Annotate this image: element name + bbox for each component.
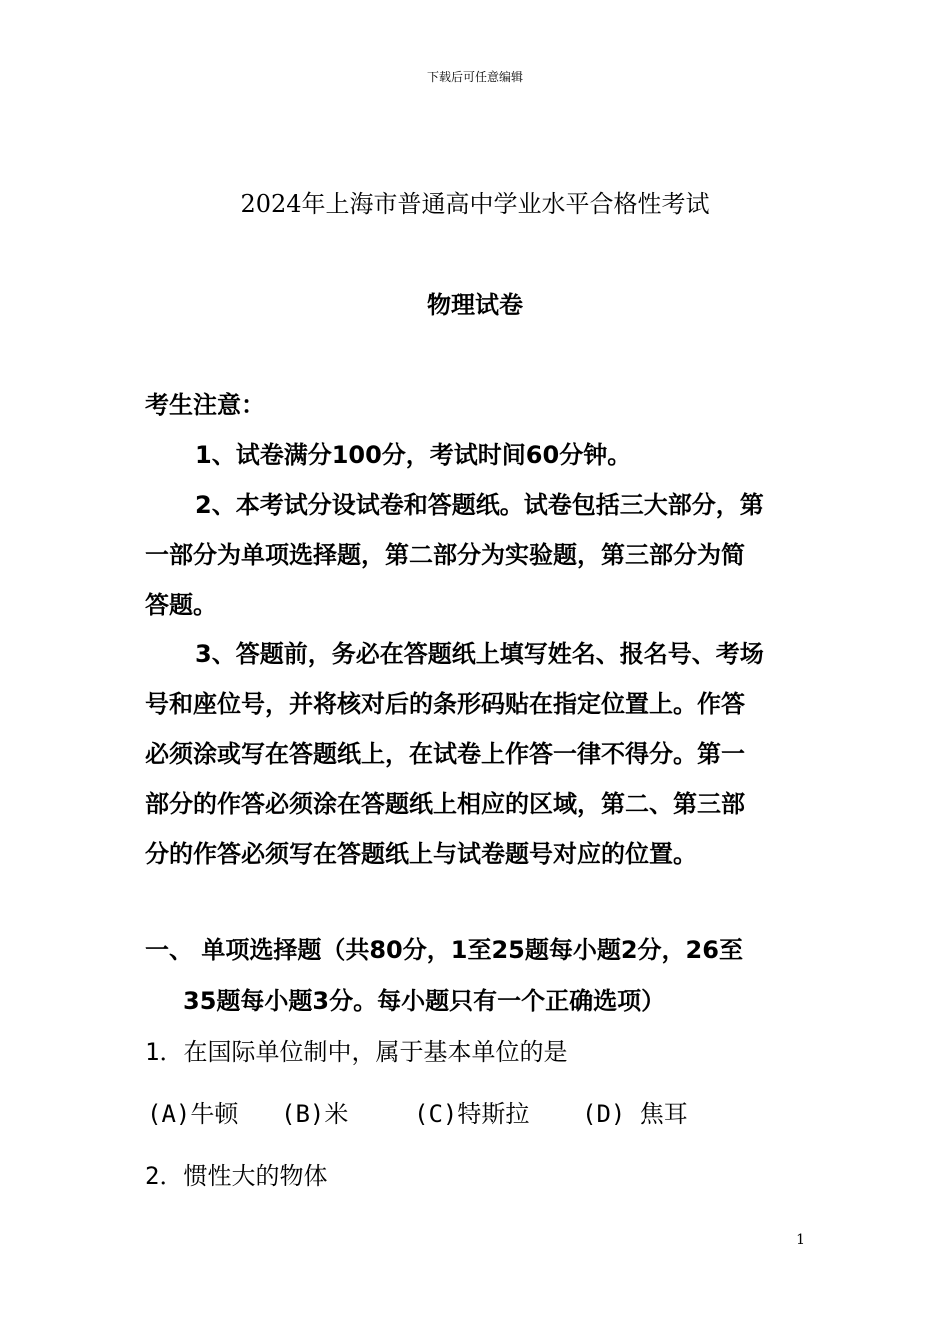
notice-item-3-line-1: 3、答题前，务必在答题纸上填写姓名、报名号、考场 — [195, 640, 764, 668]
page-number: 1 — [796, 1232, 805, 1248]
question-1-option-a: (A)牛顿 — [147, 1100, 239, 1128]
notice-item-3-line-2: 号和座位号，并将核对后的条形码贴在指定位置上。作答 — [145, 690, 745, 718]
question-2-stem: 2．惯性大的物体 — [145, 1162, 328, 1190]
question-1-option-b: (B)米 — [281, 1100, 349, 1128]
notice-item-2-line-3: 答题。 — [145, 591, 217, 619]
question-1-option-c: (C)特斯拉 — [414, 1100, 530, 1128]
notice-item-3-line-5: 分的作答必须写在答题纸上与试卷题号对应的位置。 — [145, 840, 697, 868]
page-header: 下载后可任意编辑 — [426, 70, 523, 84]
notice-item-3-line-3: 必须涂或写在答题纸上，在试卷上作答一律不得分。第一 — [145, 740, 745, 768]
notice-item-1: 1、试卷满分100分，考试时间60分钟。 — [195, 441, 632, 469]
question-1-option-d: (D) 焦耳 — [582, 1100, 688, 1128]
section-1-heading: 一、 单项选择题（共80分，1至25题每小题2分，26至 — [145, 936, 743, 964]
section-1-heading-cont: 35题每小题3分。每小题只有一个正确选项） — [183, 987, 666, 1015]
notice-heading: 考生注意： — [145, 391, 265, 419]
exam-title: 2024年上海市普通高中学业水平合格性考试 — [240, 190, 710, 218]
notice-item-2-line-2: 一部分为单项选择题，第二部分为实验题，第三部分为简 — [145, 541, 745, 569]
exam-subtitle: 物理试卷 — [427, 291, 523, 319]
notice-item-2-line-1: 2、本考试分设试卷和答题纸。试卷包括三大部分，第 — [195, 491, 764, 519]
notice-item-3-line-4: 部分的作答必须涂在答题纸上相应的区域，第二、第三部 — [145, 790, 745, 818]
question-1-stem: 1．在国际单位制中，属于基本单位的是 — [145, 1038, 568, 1066]
